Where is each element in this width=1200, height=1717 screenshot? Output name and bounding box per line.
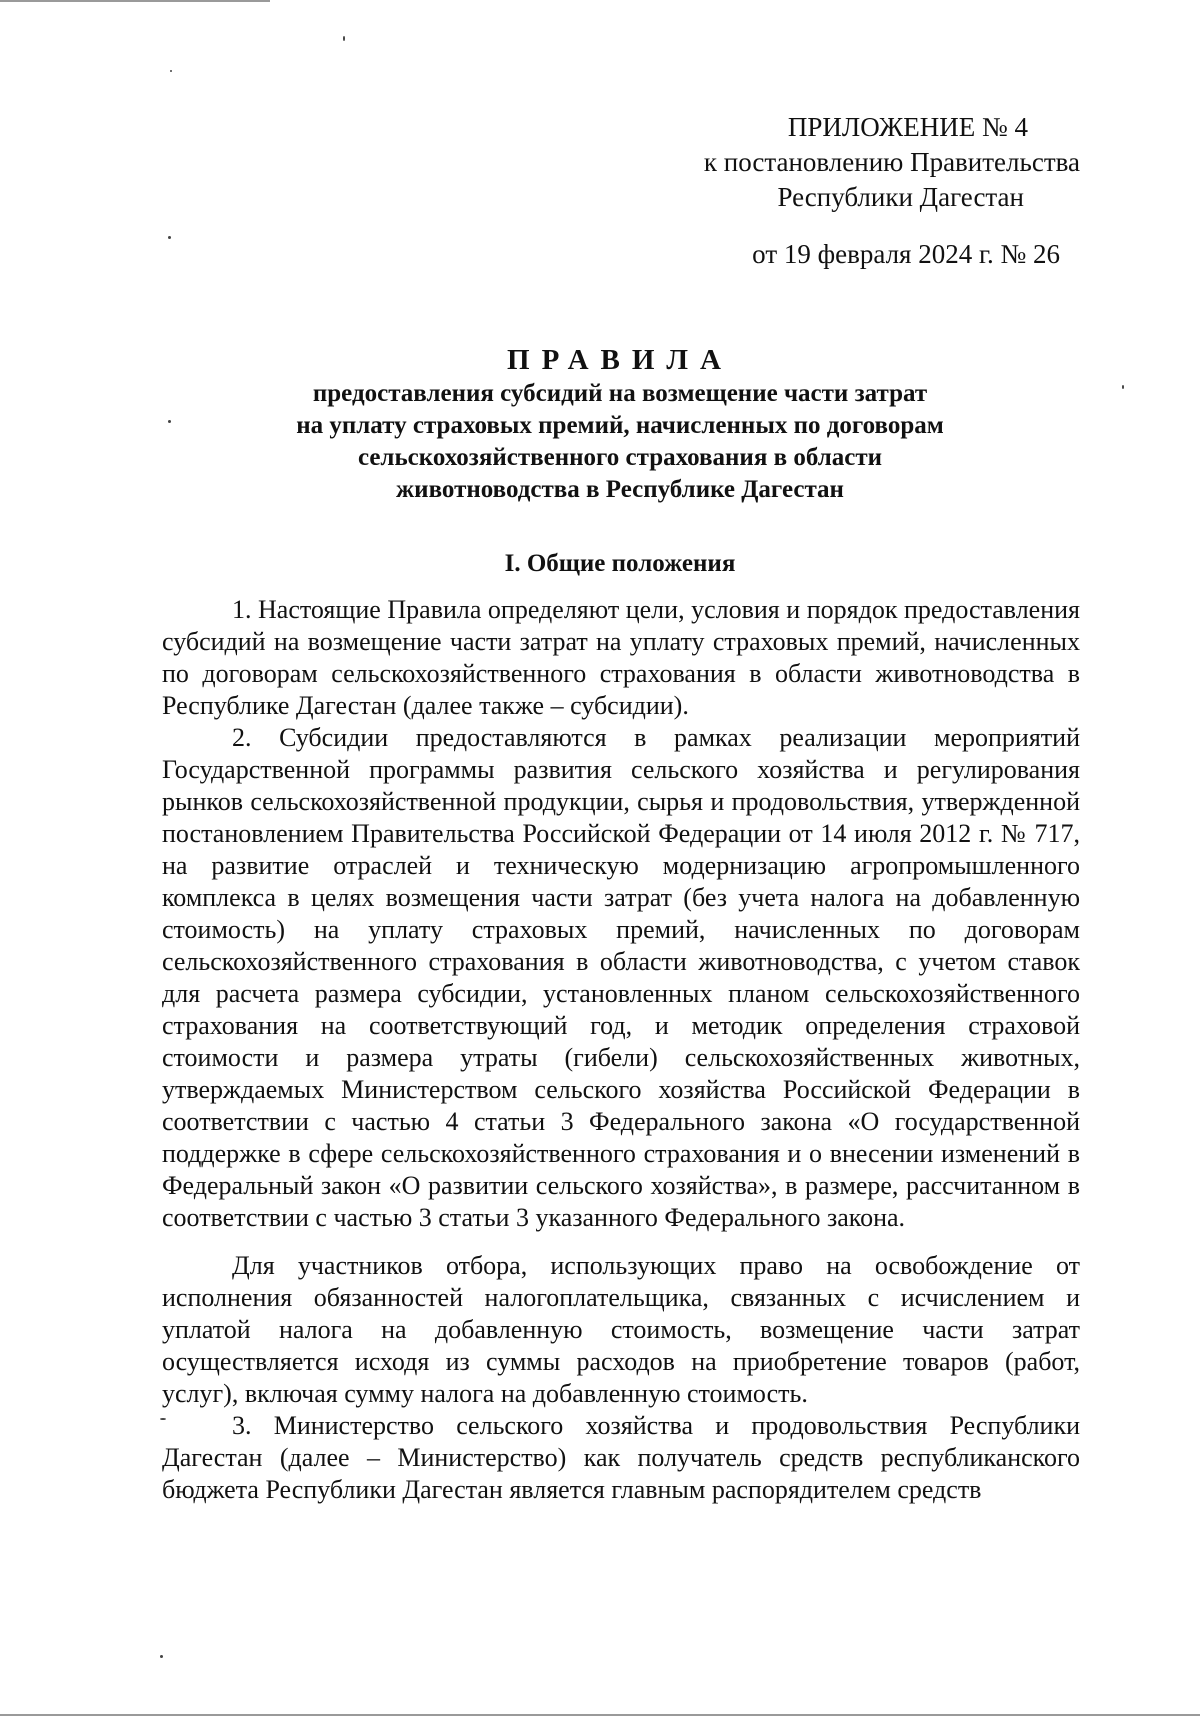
scan-speck [1122, 385, 1124, 389]
paragraph-3: 3. Министерство сельского хозяйства и продовольствия Республики Дагестан (далее – Министерство) как получатель средств республиканского бюджета Республики Дагестан является главным распорядителем средств [162, 1411, 1080, 1504]
subtitle-line: на уплату страховых премий, начисленных по договорам [296, 412, 944, 439]
subtitle-line: животноводства в Республике Дагестан [396, 476, 844, 503]
paragraph-2: 2. Субсидии предоставляются в рамках реализации мероприятий Государственной программы развития сельского хозяйства и регулирования рынков сельскохозяйственной продукции, сырья и продовольствия, утвержденной постановлением Правительства Российской Федерации от 14 июля 2012 г. № 717, на развитие отраслей и техническую модернизацию агропромышленного комплекса в целях возмещения части затрат (без учета налога на добавленную стоимость) на уплату страховых премий, начисленных по договорам сельскохозяйственного страхования в области животноводства, с учетом ставок для расчета размера субсидии, установленных планом сельскохозяйственного страхования на соответствующий год, и методик определения страховой стоимости и размера утраты (гибели) сельскохозяйственных животных, утверждаемых Министерством сельского хозяйства Российской Федерации в соответствии с частью 4 статьи 3 Федерального закона «О государственной поддержке в сфере сельскохозяйственного страхования и о внесении изменений в Федеральный закон «О развитии сельского хозяйства», в размере, рассчитанном в соответствии с частью 3 статьи 3 указанного Федерального закона. [162, 723, 1080, 1232]
subtitle-line: сельскохозяйственного страхования в области [357, 444, 883, 471]
appendix-region: Республики Дагестан [777, 182, 1024, 212]
document-title-block [160, 344, 1080, 506]
subtitle-line: предоставления субсидий на возмещение части затрат [312, 380, 928, 407]
scan-speck [168, 236, 171, 239]
scan-speck [343, 36, 345, 41]
scan-speck [170, 70, 172, 72]
appendix-reference: к постановлению Правительства [703, 147, 1080, 177]
appendix-number: ПРИЛОЖЕНИЕ № 4 [787, 112, 1028, 142]
appendix-date: от 19 февраля 2024 г. № 26 [752, 239, 1060, 269]
scan-edge-line-bottom [0, 1714, 1200, 1716]
paragraph-vat-note: Для участников отбора, использующих право на освобождение от исполнения обязанностей налогоплательщика, связанных с исчислением и уплатой налога на добавленную стоимость, возмещение части затрат осуществляется исходя из суммы расходов на приобретение товаров (работ, услуг), включая сумму налога на добавленную стоимость. [162, 1251, 1080, 1408]
scan-edge-line-top [0, 0, 270, 2]
scan-speck [160, 1655, 163, 1658]
document-title: ПРАВИЛА [507, 344, 733, 376]
paragraph-1: 1. Настоящие Правила определяют цели, условия и порядок предоставления субсидий на возмещение части затрат на уплату страховых премий, начисленных по договорам сельскохозяйственного страхования в области животноводства в Республике Дагестан (далее также – субсидии). [162, 595, 1080, 720]
body-text [162, 594, 1080, 1506]
section-heading: I. Общие положения [504, 550, 736, 577]
appendix-header [620, 110, 1080, 272]
